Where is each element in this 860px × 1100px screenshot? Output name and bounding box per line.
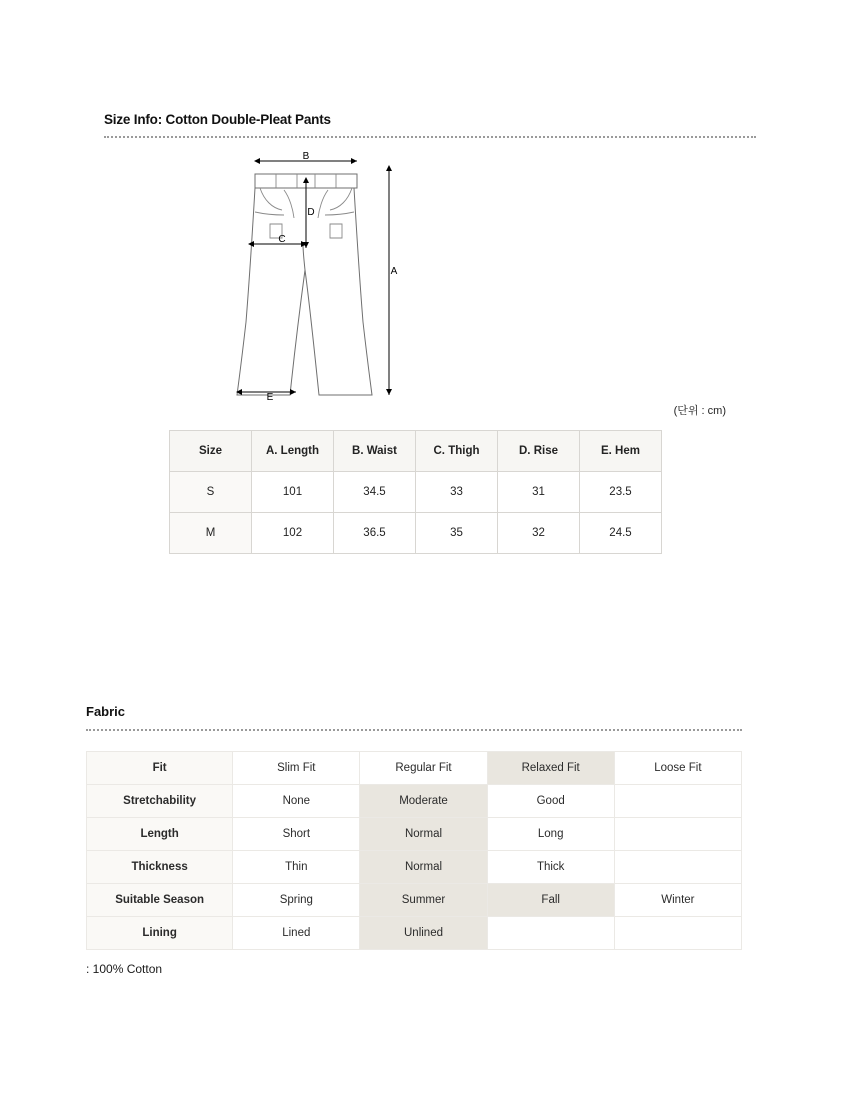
fabric-option: Short	[233, 818, 360, 851]
fabric-option-selected: Normal	[360, 818, 487, 851]
fabric-option-empty	[614, 917, 741, 950]
dimension-label-c: C	[278, 234, 286, 245]
fabric-option-selected: Normal	[360, 851, 487, 884]
dimension-label-d: D	[307, 207, 315, 218]
col-header-waist: B. Waist	[334, 431, 416, 472]
fabric-row-label: Thickness	[87, 851, 233, 884]
fabric-option: Good	[487, 785, 614, 818]
fabric-row-label: Length	[87, 818, 233, 851]
table-row	[170, 513, 662, 554]
fabric-row-thickness	[87, 851, 742, 884]
cell-hem: 23.5	[580, 472, 662, 513]
fabric-option: Slim Fit	[233, 752, 360, 785]
fabric-option: Long	[487, 818, 614, 851]
cell-thigh: 35	[416, 513, 498, 554]
fabric-row-fit	[87, 752, 742, 785]
page-title: Size Info: Cotton Double-Pleat Pants	[104, 112, 331, 127]
fabric-row-label: Suitable Season	[87, 884, 233, 917]
col-header-rise: D. Rise	[498, 431, 580, 472]
fabric-option-selected: Summer	[360, 884, 487, 917]
col-header-hem: E. Hem	[580, 431, 662, 472]
fabric-option-selected: Relaxed Fit	[487, 752, 614, 785]
fabric-option-selected: Unlined	[360, 917, 487, 950]
size-info-section	[104, 112, 756, 554]
fabric-option: Spring	[233, 884, 360, 917]
unit-note: (단위 : cm)	[673, 405, 726, 417]
fabric-option-selected: Fall	[487, 884, 614, 917]
fabric-option: None	[233, 785, 360, 818]
cell-thigh: 33	[416, 472, 498, 513]
fabric-title: Fabric	[86, 704, 126, 719]
fabric-option-empty	[614, 851, 741, 884]
fabric-table	[86, 751, 742, 950]
fabric-row-stretchability	[87, 785, 742, 818]
fabric-option-empty	[487, 917, 614, 950]
measurement-diagram	[104, 152, 756, 424]
divider-dotted-fabric	[86, 729, 742, 731]
dimension-label-a: A	[390, 266, 398, 277]
fabric-option-empty	[614, 818, 741, 851]
dimension-label-b: B	[302, 152, 310, 162]
cell-length: 101	[252, 472, 334, 513]
cell-size: S	[170, 472, 252, 513]
fabric-row-label: Stretchability	[87, 785, 233, 818]
cell-hem: 24.5	[580, 513, 662, 554]
cell-waist: 36.5	[334, 513, 416, 554]
fabric-option: Winter	[614, 884, 741, 917]
col-header-length: A. Length	[252, 431, 334, 472]
divider-dotted	[104, 136, 756, 138]
fabric-option: Lined	[233, 917, 360, 950]
fabric-row-length	[87, 818, 742, 851]
fabric-row-lining	[87, 917, 742, 950]
table-row	[170, 472, 662, 513]
pants-diagram-svg	[104, 152, 756, 424]
cell-size: M	[170, 513, 252, 554]
cell-rise: 31	[498, 472, 580, 513]
fabric-option: Loose Fit	[614, 752, 741, 785]
fabric-option-empty	[614, 785, 741, 818]
size-table	[169, 430, 662, 554]
fabric-option: Thin	[233, 851, 360, 884]
fabric-option: Thick	[487, 851, 614, 884]
fabric-row-season	[87, 884, 742, 917]
col-header-size: Size	[170, 431, 252, 472]
cell-length: 102	[252, 513, 334, 554]
fabric-row-label: Lining	[87, 917, 233, 950]
fabric-composition: : 100% Cotton	[86, 962, 163, 976]
fabric-option: Regular Fit	[360, 752, 487, 785]
cell-rise: 32	[498, 513, 580, 554]
table-header-row	[170, 431, 662, 472]
col-header-thigh: C. Thigh	[416, 431, 498, 472]
fabric-section	[86, 704, 742, 976]
cell-waist: 34.5	[334, 472, 416, 513]
fabric-option-selected: Moderate	[360, 785, 487, 818]
dimension-label-e: E	[266, 392, 274, 403]
fabric-row-label: Fit	[87, 752, 233, 785]
